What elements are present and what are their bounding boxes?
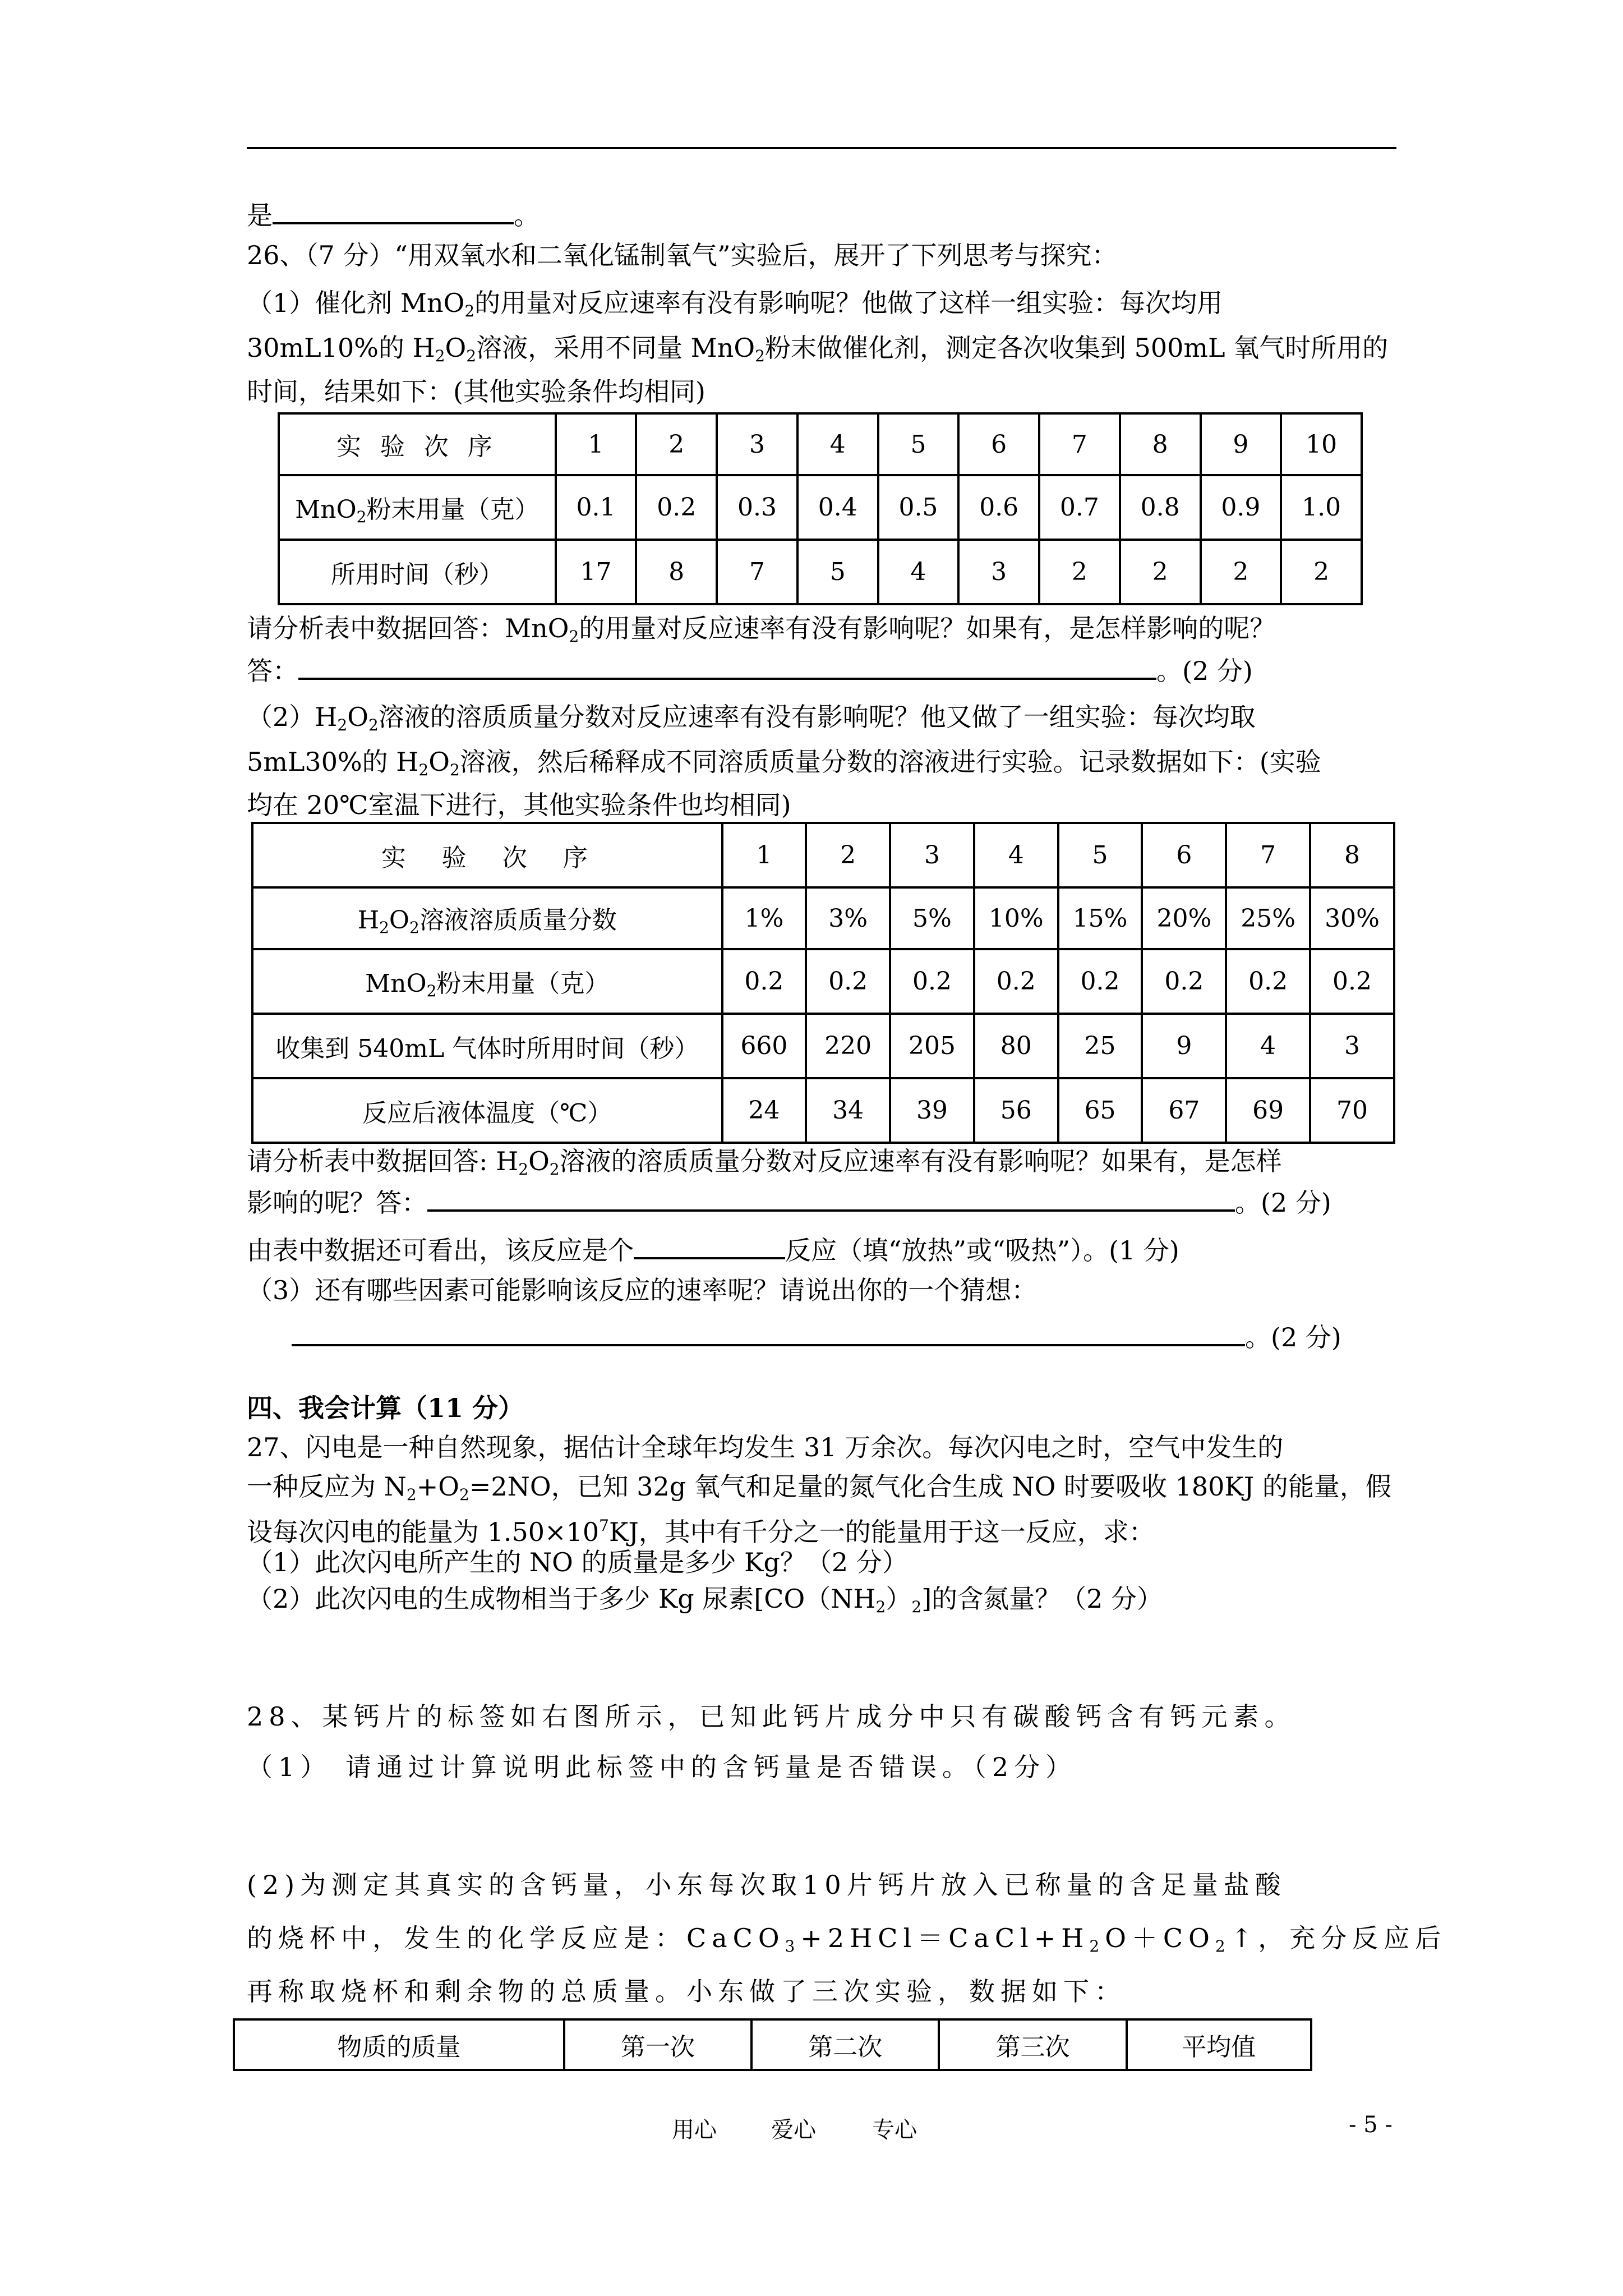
text: 的用量对反应速率有没有影响呢？他做了这样一组实验：每次均用	[474, 288, 1223, 318]
table-row	[279, 475, 1362, 540]
q26-q2-line1: 请分析表中数据回答: $H_2O_2$溶液的溶质质量分数对反应速率有没有影响呢？如果有，是怎样	[247, 1146, 1282, 1179]
q28-sub2-line2: 的烧杯中，发生的化学反应是：$CaCO_3+2HCl=CaCl+H_2O+CO_2↑$，充分反应后	[247, 1923, 1447, 1955]
text: 。(2 分)	[1245, 1322, 1341, 1352]
table-header-cell: 第二次	[751, 2019, 939, 2070]
text: 答：	[247, 656, 298, 686]
table-cell: 0.7	[1039, 475, 1120, 540]
text: MnO	[295, 495, 357, 524]
table-row	[252, 949, 1394, 1014]
q28-line1: 28、某钙片的标签如右图所示，已知此钙片成分中只有碳酸钙含有钙元素。	[247, 1701, 1296, 1732]
q28-sub2-line3: 再称取烧杯和剩余物的总质量。小东做了三次实验，数据如下：	[247, 1976, 1126, 2007]
text: 溶液，采用不同量 MnO	[476, 333, 755, 363]
table-cell: 0.2	[722, 949, 806, 1014]
text: 溶液溶质质量分数	[419, 906, 617, 935]
table-cell: 80	[974, 1014, 1058, 1078]
table-cell: 1	[722, 823, 806, 887]
q25-tail	[247, 196, 540, 232]
table-cell: 5	[797, 540, 878, 604]
table-cell: 0.2	[636, 475, 717, 540]
q26-header: 26、（7 分）“用双氧水和二氧化锰制氧气”实验后，展开了下列思考与探究：	[247, 240, 1118, 270]
text: 请分析表中数据回答: H	[247, 1146, 519, 1176]
table-cell: 0.6	[958, 475, 1039, 540]
text: 粉末用量（克）	[436, 969, 610, 998]
table-cell: 4	[1226, 1014, 1310, 1078]
answer-blank	[427, 1184, 1235, 1212]
text: 粉末用量（克）	[366, 495, 540, 524]
q26-q2-answer	[247, 1184, 1331, 1220]
text: 溶液，然后稀释成不同溶质质量分数的溶液进行实验。记录数据如下：(实验	[459, 747, 1321, 777]
table-cell: 0.2	[1058, 949, 1142, 1014]
table-cell: 1.0	[1281, 475, 1362, 540]
text: =2NO，已知 32g 氧气和足量的氮气化合生成 NO 时要吸收 180KJ 的能量，假	[469, 1471, 1391, 1502]
table-cell: 4	[797, 413, 878, 475]
text: ]的含氮量？（2 分）	[921, 1584, 1163, 1614]
table-cell: 17	[556, 540, 637, 604]
table-cell: 3%	[806, 887, 890, 949]
text: （1）催化剂 MnO	[247, 288, 465, 318]
table-cell: 25	[1058, 1014, 1142, 1078]
table-calcium-mass	[233, 2018, 1312, 2071]
text: 溶液的溶质质量分数对反应速率有没有影响呢？他又做了一组实验：每次均取	[378, 702, 1256, 732]
text: O＋CO	[1105, 1923, 1215, 1953]
q26-p2-line2: 5mL30%的 $H_2O_2$溶液，然后稀释成不同溶质质量分数的溶液进行实验。记录数据如下：(实验	[247, 747, 1321, 779]
text: 设每次闪电的能量为 1.50×10	[247, 1517, 600, 1547]
text: 一种反应为 N	[247, 1471, 407, 1502]
q26-p3-answer	[292, 1318, 1341, 1354]
table-cell: 0.2	[974, 949, 1058, 1014]
q28-sub2-line1: (2)为测定其真实的含钙量，小东每次取10片钙片放入已称量的含足量盐酸	[247, 1870, 1287, 1900]
table-mno2-amount	[278, 412, 1363, 605]
q26-p2-line3: 均在 20℃室温下进行，其他实验条件也均相同)	[247, 790, 791, 820]
text: ）	[886, 1584, 912, 1614]
text: O	[389, 906, 409, 935]
table-cell: 25%	[1226, 887, 1310, 949]
section-title: 四、我会计算（11 分）	[247, 1393, 524, 1423]
table-cell: 2	[1120, 540, 1201, 604]
table-row	[279, 540, 1362, 604]
text: O	[428, 747, 450, 777]
table-cell: 0.2	[1310, 949, 1394, 1014]
table-cell: 3	[1310, 1014, 1394, 1078]
answer-blank	[634, 1231, 785, 1259]
header-rule	[247, 147, 1396, 149]
table-header-cell: $H_2O_2$溶液溶质质量分数	[252, 887, 722, 949]
table-cell: 10%	[974, 887, 1058, 949]
table-cell: 0.4	[797, 475, 878, 540]
table-cell: 1	[556, 413, 637, 475]
table-cell: 0.3	[717, 475, 797, 540]
text: 的烧杯中，发生的化学反应是：CaCO	[247, 1923, 785, 1953]
page-number: - 5 -	[1349, 2112, 1393, 2138]
text: 30mL10%的 H	[247, 333, 435, 363]
answer-blank	[273, 196, 514, 224]
table-row	[252, 823, 1394, 887]
table-cell: 0.2	[1142, 949, 1226, 1014]
table-cell: 2	[1201, 540, 1281, 604]
table-cell: 5%	[890, 887, 974, 949]
table-header-cell: 平均值	[1127, 2019, 1311, 2070]
table-cell: 660	[722, 1014, 806, 1078]
table-row	[279, 413, 1362, 475]
text: +O	[416, 1471, 459, 1502]
table-cell: 7	[1226, 823, 1310, 887]
text: O	[528, 1146, 550, 1176]
table-cell: 2	[806, 823, 890, 887]
table-cell: 0.9	[1201, 475, 1281, 540]
q27-line3: 设每次闪电的能量为 $1.50\times 10^7KJ$，其中有千分之一的能量用于这一反应，求：	[247, 1516, 1155, 1547]
footer-motto-3: 专心	[872, 2117, 917, 2143]
q26-p2-line1: $(2)H_2O_2$溶液的溶质质量分数对反应速率有没有影响呢？他又做了一组实验：每次均取	[247, 702, 1256, 734]
text: （2）此次闪电的生成物相当于多少 Kg 尿素[CO（NH	[247, 1584, 876, 1614]
table-cell: 3	[717, 413, 797, 475]
text: 影响的呢？答：	[247, 1188, 427, 1218]
table-cell: 34	[806, 1078, 890, 1143]
table-cell: 70	[1310, 1078, 1394, 1143]
table-cell: 15%	[1058, 887, 1142, 949]
table-row	[252, 887, 1394, 949]
table-cell: 6	[958, 413, 1039, 475]
table-cell: 24	[722, 1078, 806, 1143]
table-cell: 5	[878, 413, 959, 475]
table-cell: 0.2	[806, 949, 890, 1014]
table-header-cell: 第三次	[939, 2019, 1126, 2070]
table-cell: 205	[890, 1014, 974, 1078]
table-header-cell: 第一次	[564, 2019, 751, 2070]
table-cell: 7	[1039, 413, 1120, 475]
q26-p1-line3: 时间，结果如下：(其他实验条件均相同)	[247, 376, 706, 407]
table-cell: 2	[1039, 540, 1120, 604]
q25-suffix: 。	[514, 200, 540, 231]
text: 粉末做催化剂，测定各次收集到 500mL 氧气时所用的	[764, 333, 1389, 363]
answer-blank	[292, 1318, 1245, 1346]
table-cell: 0.2	[1226, 949, 1310, 1014]
table-cell: 9	[1201, 413, 1281, 475]
text: 溶液的溶质质量分数对反应速率有没有影响呢？如果有，是怎样	[559, 1146, 1282, 1176]
text: MnO	[365, 969, 427, 998]
text: O	[445, 333, 467, 363]
footer-motto-2: 爱心	[771, 2117, 816, 2143]
table-header-cell: MnO$_2$粉末用量（克）	[252, 949, 722, 1014]
text: 5mL30%的 H	[247, 747, 419, 777]
q26-p3: （3）还有哪些因素可能影响该反应的速率呢？请说出你的一个猜想：	[247, 1275, 1038, 1305]
q26-q1-answer	[247, 652, 1253, 688]
table-cell: 10	[1281, 413, 1362, 475]
table-cell: 0.1	[556, 475, 637, 540]
table-row	[234, 2019, 1311, 2070]
table-header-cell: 物质的质量	[234, 2019, 564, 2070]
text: KJ，其中有千分之一的能量用于这一反应，求：	[608, 1517, 1155, 1547]
table-cell: 30%	[1310, 887, 1394, 949]
table-cell: 65	[1058, 1078, 1142, 1143]
q27-sub1: （1）此次闪电所产生的 NO 的质量是多少 Kg？（2 分）	[247, 1547, 908, 1577]
table-cell: 20%	[1142, 887, 1226, 949]
table-header-cell: 实 验 次 序	[279, 413, 556, 475]
table-cell: 56	[974, 1078, 1058, 1143]
table-header-cell: MnO$_2$粉末用量（克）	[279, 475, 556, 540]
table-cell: 9	[1142, 1014, 1226, 1078]
table-cell: 2	[636, 413, 717, 475]
table-cell: 3	[958, 540, 1039, 604]
table-row	[252, 1078, 1394, 1143]
table-cell: 8	[1120, 413, 1201, 475]
table-row	[252, 1014, 1394, 1078]
table-cell: 220	[806, 1014, 890, 1078]
q26-p1-line1: （1）催化剂 MnO$_2$的用量对反应速率有没有影响呢？他做了这样一组实验：每次均用	[247, 288, 1223, 320]
table-cell: 67	[1142, 1078, 1226, 1143]
text: ↑，充分反应后	[1230, 1923, 1447, 1953]
text: +2HCl＝CaCl+H	[800, 1923, 1090, 1953]
text: O	[347, 702, 368, 732]
q26-q1-line1: 请分析表中数据回答：MnO$_2$的用量对反应速率有没有影响呢？如果有，是怎样影响的呢？	[247, 613, 1276, 646]
text: 请分析表中数据回答：MnO	[247, 613, 569, 643]
text: 。(2 分)	[1235, 1188, 1331, 1218]
table-header-cell: 实 验 次 序	[252, 823, 722, 887]
text: 。(2 分)	[1156, 656, 1253, 686]
table-cell: 8	[1310, 823, 1394, 887]
text: （2）H	[247, 702, 338, 732]
table-header-cell: 所用时间（秒）	[279, 540, 556, 604]
table-cell: 39	[890, 1078, 974, 1143]
table-cell: 4	[878, 540, 959, 604]
table-cell: 5	[1058, 823, 1142, 887]
q25-prefix: 是	[247, 200, 273, 231]
text: 反应（填“放热”或“吸热”）。(1 分)	[785, 1235, 1179, 1266]
q27-sub2: （2）此次闪电的生成物相当于多少 Kg 尿素$[CO(NH_2)_2]$的含氮量？（2 分）	[247, 1584, 1163, 1616]
text: 由表中数据还可看出，该反应是个	[247, 1235, 634, 1266]
table-cell: 0.2	[890, 949, 974, 1014]
table-cell: 0.8	[1120, 475, 1201, 540]
q28-sub1: （1） 请通过计算说明此标签中的含钙量是否错误。（2分）	[247, 1752, 1077, 1782]
q27-line1: 27、闪电是一种自然现象，据估计全球年均发生 31 万余次。每次闪电之时，空气中发生的	[247, 1432, 1284, 1462]
table-cell: 8	[636, 540, 717, 604]
footer-motto-1: 用心	[672, 2117, 717, 2143]
table-cell: 4	[974, 823, 1058, 887]
q26-p1-line2: 30mL10%的 $H_2O_2$溶液，采用不同量 MnO$_2$粉末做催化剂，测定各次收集到 500mL 氧气时所用的	[247, 333, 1389, 365]
table-cell: 0.5	[878, 475, 959, 540]
table-cell: 7	[717, 540, 797, 604]
table-h2o2-concentration	[251, 822, 1395, 1144]
table-header-cell: 收集到 540mL 气体时所用时间（秒）	[252, 1014, 722, 1078]
text: 的用量对反应速率有没有影响呢？如果有，是怎样影响的呢？	[579, 613, 1276, 643]
q26-q2-exo	[247, 1231, 1179, 1267]
table-cell: 69	[1226, 1078, 1310, 1143]
q27-line2: 一种反应为 $N_2+O_2=2NO$，已知 32g 氧气和足量的氮气化合生成 NO 时要吸收 180KJ 的能量，假	[247, 1471, 1391, 1504]
table-cell: 6	[1142, 823, 1226, 887]
text: H	[357, 906, 380, 935]
table-cell: 2	[1281, 540, 1362, 604]
table-cell: 3	[890, 823, 974, 887]
answer-blank	[298, 652, 1156, 680]
table-header-cell: 反应后液体温度（℃）	[252, 1078, 722, 1143]
table-cell: 1%	[722, 887, 806, 949]
